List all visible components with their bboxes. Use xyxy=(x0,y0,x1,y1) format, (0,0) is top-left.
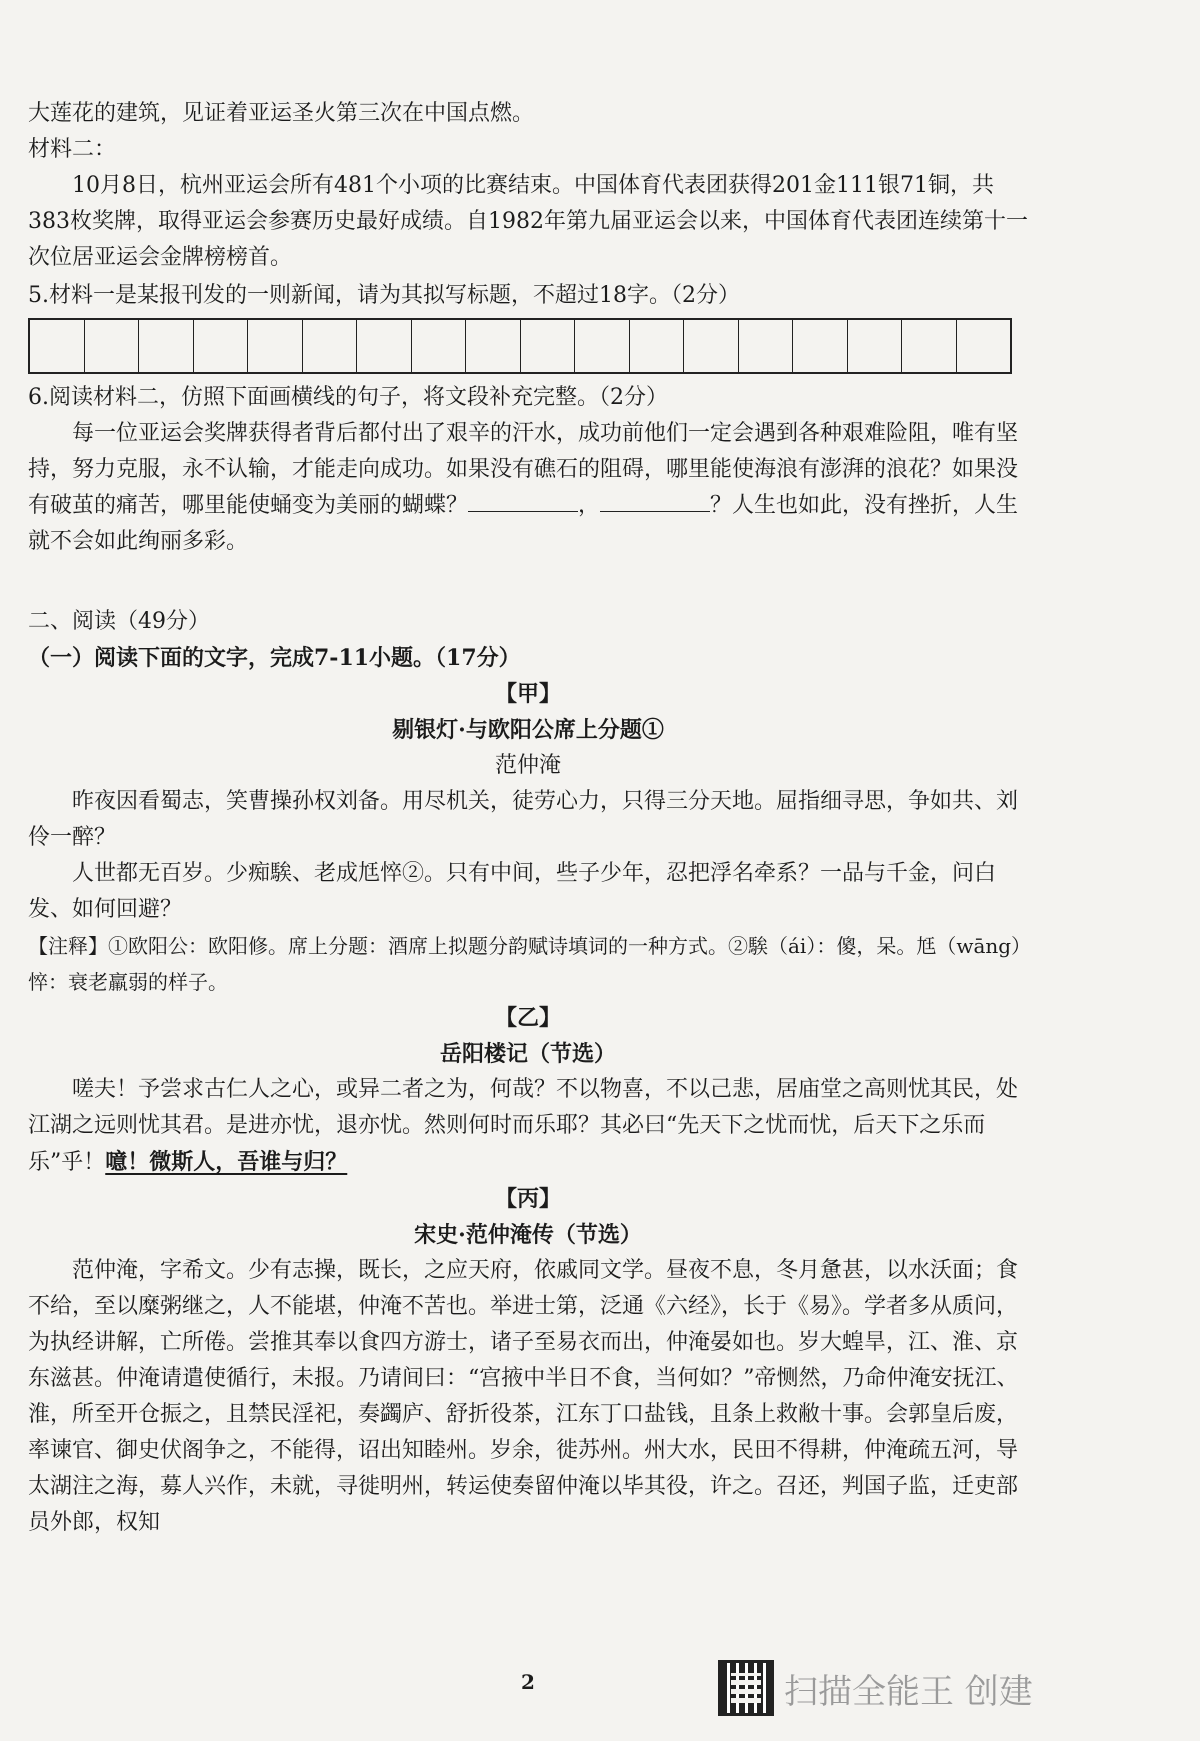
answer-cell[interactable] xyxy=(248,320,303,372)
scanner-watermark xyxy=(718,1660,1033,1716)
answer-cell[interactable] xyxy=(139,320,194,372)
watermark-text: 扫描全能王 创建 xyxy=(784,1671,1033,1712)
question-6-passage xyxy=(28,416,1028,560)
question-5: 5.材料一是某报刊发的一则新闻，请为其拟写标题，不超过18字。（2分） xyxy=(28,283,740,308)
answer-cell[interactable] xyxy=(793,320,848,372)
bing-title: 宋史·范仲淹传（节选） xyxy=(414,1222,642,1248)
section-subtitle: （一）阅读下面的文字，完成7-11小题。（17分） xyxy=(28,645,521,671)
answer-cell[interactable] xyxy=(466,320,521,372)
yi-mark: 【乙】 xyxy=(494,1005,561,1031)
jia-paragraph-2: 人世都无百岁。少痴騃、老成尪悴②。只有中间，些子少年，忍把浮名牵系？一品与千金，问白发、如何回避？ xyxy=(28,861,997,922)
bing-mark: 【丙】 xyxy=(494,1186,561,1212)
answer-cell[interactable] xyxy=(902,320,957,372)
yi-title: 岳阳楼记（节选） xyxy=(439,1041,616,1067)
answer-cell[interactable] xyxy=(194,320,249,372)
answer-cell[interactable] xyxy=(739,320,794,372)
answer-cell[interactable] xyxy=(412,320,467,372)
page-number: 2 xyxy=(521,1670,535,1694)
answer-cell[interactable] xyxy=(575,320,630,372)
answer-cell[interactable] xyxy=(957,320,1011,372)
blank-separator: ， xyxy=(578,493,601,518)
question-6-last: 人生也如此，没有挫折，人生就不会如此绚丽多彩。 xyxy=(28,493,1019,554)
answer-cell[interactable] xyxy=(630,320,685,372)
answer-cell[interactable] xyxy=(85,320,140,372)
text-line: 大莲花的建筑，见证着亚运圣火第三次在中国点燃。 xyxy=(28,101,535,126)
answer-cell[interactable] xyxy=(684,320,739,372)
yi-paragraph xyxy=(28,1072,1028,1181)
bing-paragraph: 范仲淹，字希文。少有志操，既长，之应天府，依戚同文学。昼夜不息，冬月惫甚，以水沃面；食不给，至以糜粥继之，人不能堪，仲淹不苦也。举进士第，泛通《六经》，长于《易》。学者多从质问，为执经讲解，亡所倦。尝推其奉以食四方游士，诸子至易衣而出，仲淹晏如也。岁大蝗旱，江、淮、京东滋甚。仲淹请遣使循行，未报。乃请间曰：“宫掖中半日不食，当何如？”帝恻然，乃命仲淹安抚江、淮，所至开仓振之，且禁民淫祀，奏蠲庐、舒折役茶，江东丁口盐钱，且条上救敝十事。会郭皇后废，率谏官、御史伏阁争之，不能得，诏出知睦州。岁余，徙苏州。州大水，民田不得耕，仲淹疏五河，导太湖注之海，募人兴作，未就，寻徙明州，转运使奏留仲淹以毕其役，许之。召还，判国子监，迁吏部员外郎，权知 xyxy=(28,1258,1019,1535)
jia-paragraph-1: 昨夜因看蜀志，笑曹操孙权刘备。用尽机关，徒劳心力，只得三分天地。屈指细寻思，争如共、刘伶一醉？ xyxy=(28,789,1019,850)
question-6-text: 每一位亚运会奖牌获得者背后都付出了艰辛的汗水，成功前他们一定会遇到各种艰难险阻，唯有坚持，努力克服，永不认输，才能走向成功。如果没有礁石的阻碍，哪里能使海浪有澎湃的浪花？如果没有破茧的痛苦，哪里能使蛹变为美丽的蝴蝶？ xyxy=(28,421,1019,518)
question-6: 6.阅读材料二，仿照下面画横线的句子，将文段补充完整。（2分） xyxy=(28,385,668,410)
jia-author: 范仲淹 xyxy=(494,753,561,778)
qr-code-icon xyxy=(718,1660,774,1716)
yi-text: 嗟夫！予尝求古仁人之心，或异二者之为，何哉？不以物喜，不以己悲，居庙堂之高则忧其民，处江湖之远则忧其君。是进亦忧，退亦忧。然则何时而乐耶？其必曰“先天下之忧而忧，后天下之乐而乐”乎！ xyxy=(28,1077,1019,1175)
answer-cell[interactable] xyxy=(303,320,358,372)
answer-grid[interactable] xyxy=(28,318,1012,374)
jia-note: 【注释】①欧阳公：欧阳修。席上分题：酒席上拟题分韵赋诗填词的一种方式。②騃（ái）：傻，呆。尪（wāng）悴：衰老羸弱的样子。 xyxy=(28,934,1022,994)
material-label: 材料二： xyxy=(28,137,117,162)
yi-underlined-sentence: 噫！微斯人，吾谁与归？ xyxy=(105,1149,348,1175)
jia-title: 剔银灯·与欧阳公席上分题① xyxy=(392,717,664,743)
answer-cell[interactable] xyxy=(521,320,576,372)
answer-cell[interactable] xyxy=(848,320,903,372)
jia-mark: 【甲】 xyxy=(494,681,561,707)
section-title: 二、阅读（49分） xyxy=(28,609,210,634)
blank-end: ？ xyxy=(710,493,733,518)
answer-cell[interactable] xyxy=(357,320,412,372)
material-two-paragraph: 10月8日，杭州亚运会所有481个小项的比赛结束。中国体育代表团获得201金111银71铜，共383枚奖牌，取得亚运会参赛历史最好成绩。自1982年第九届亚运会以来，中国体育代表团连续第十一次位居亚运会金牌榜榜首。 xyxy=(28,173,1028,270)
answer-cell[interactable] xyxy=(30,320,85,372)
fill-blank[interactable] xyxy=(468,489,578,512)
fill-blank[interactable] xyxy=(600,489,710,512)
